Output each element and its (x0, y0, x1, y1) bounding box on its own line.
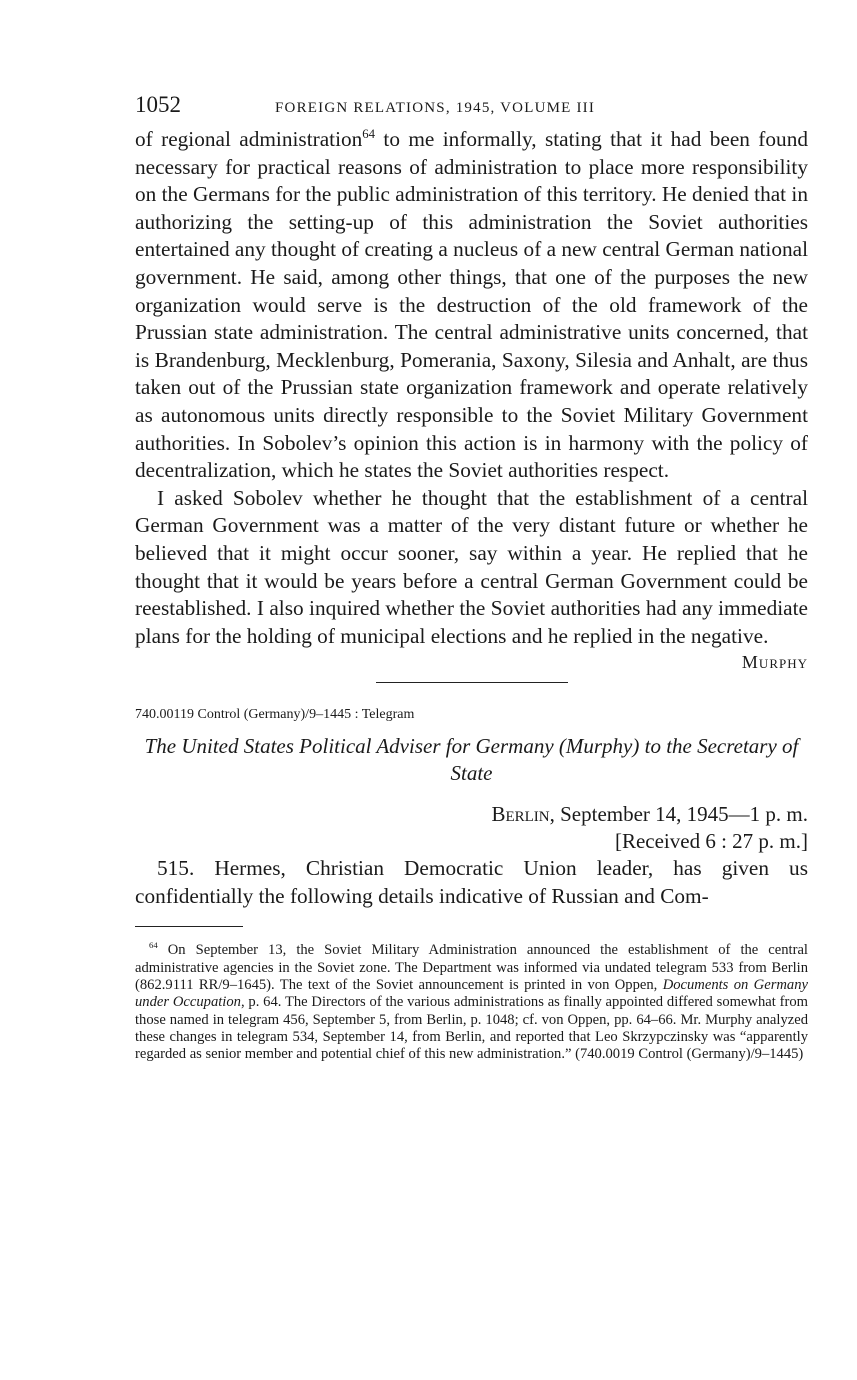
footnote-divider (135, 926, 243, 927)
telegram-body (135, 855, 808, 910)
footnote-number: 64 (149, 940, 158, 951)
paragraph-1 (135, 126, 808, 485)
running-head (135, 92, 808, 126)
dateline-date: , September 14, 1945—1 p. m. (549, 802, 808, 827)
footnote-text-b: , p. 64. The Directors of the various administrations as finally appointed differed somewhat from those named in telegram 456, September 5, from Berlin, p. 1048; cf. von Oppen, pp. 64–66. Mr. Murphy analyzed these changes in telegram 534, September 14, from Berlin, and reported that Leo Skrzypczinsky was “apparently regarded as senior member and potential chief of this new administration.” (740.0019 Control (Germany)/9–1445) (135, 994, 808, 1063)
section-divider (376, 682, 568, 683)
footnote-text-a: On September 13, the Soviet Military Administration announced the establishment of the central administrative agencies in the Soviet zone. The Department was informed via undated telegram 533 from Berlin (862.9111 RR/9–1645). The text of the Soviet announcement is printed in von Oppen, (135, 942, 808, 994)
paragraph-2: I asked Sobolev whether he thought that the establishment of a central German Government was a matter of the very distant future or whether he believed that it might occur sooner, say within a year. He replied that he thought that it would be years before a central German Government could be reestablished. I also inquired whether the Soviet authorities had any immediate plans for the holding of municipal elections and he replied in the negative. (135, 485, 808, 648)
dateline-city: Berlin (491, 802, 550, 827)
paragraph-1-start: of regional administration (135, 127, 363, 151)
footnote-64 (135, 942, 808, 1063)
page (135, 92, 808, 1064)
signature: Murphy (741, 652, 808, 673)
footnote-ref-64: 64 (362, 126, 376, 141)
telegram-paragraph: 515. Hermes, Christian Democratic Union leader, has given us confidentially the following details indicative of Russian and Com- (135, 856, 808, 908)
paragraph-1-rest: to me informally, stating that it had been found necessary for practical reasons of administration to place more responsibility on the Germans for the public administration of this territory. He denied that in authorizing the setting-up of this administration the Soviet authorities entertained any thought of creating a nucleus of a new central German national government. He said, among other things, that one of the purposes the new organization would serve is the destruction of the old framework of the Prussian state administration. The central administrative units concerned, that is Brandenburg, Mecklenburg, Pomerania, Saxony, Silesia and Anhalt, are thus taken out of the Prussian state organization framework and operate relatively as autonomous units directly responsible to the Soviet Military Government authorities. In Sobolev’s opinion this action is in harmony with the policy of decentralization, which he states the Soviet authorities respect. (135, 127, 808, 483)
document-title: The United States Political Adviser for Germany (Murphy) to the Secretary of State (144, 734, 799, 786)
page-number: 1052 (135, 92, 181, 117)
footnote-book-title: Documents on Germany under Occupation (135, 977, 808, 1011)
continued-text (135, 126, 808, 650)
running-title: FOREIGN RELATIONS, 1945, VOLUME III (275, 100, 596, 116)
file-reference: 740.00119 Control (Germany)/9–1445 : Telegram (135, 707, 415, 723)
received-time: [Received 6 : 27 p. m.] (614, 829, 808, 854)
dateline (135, 801, 808, 828)
